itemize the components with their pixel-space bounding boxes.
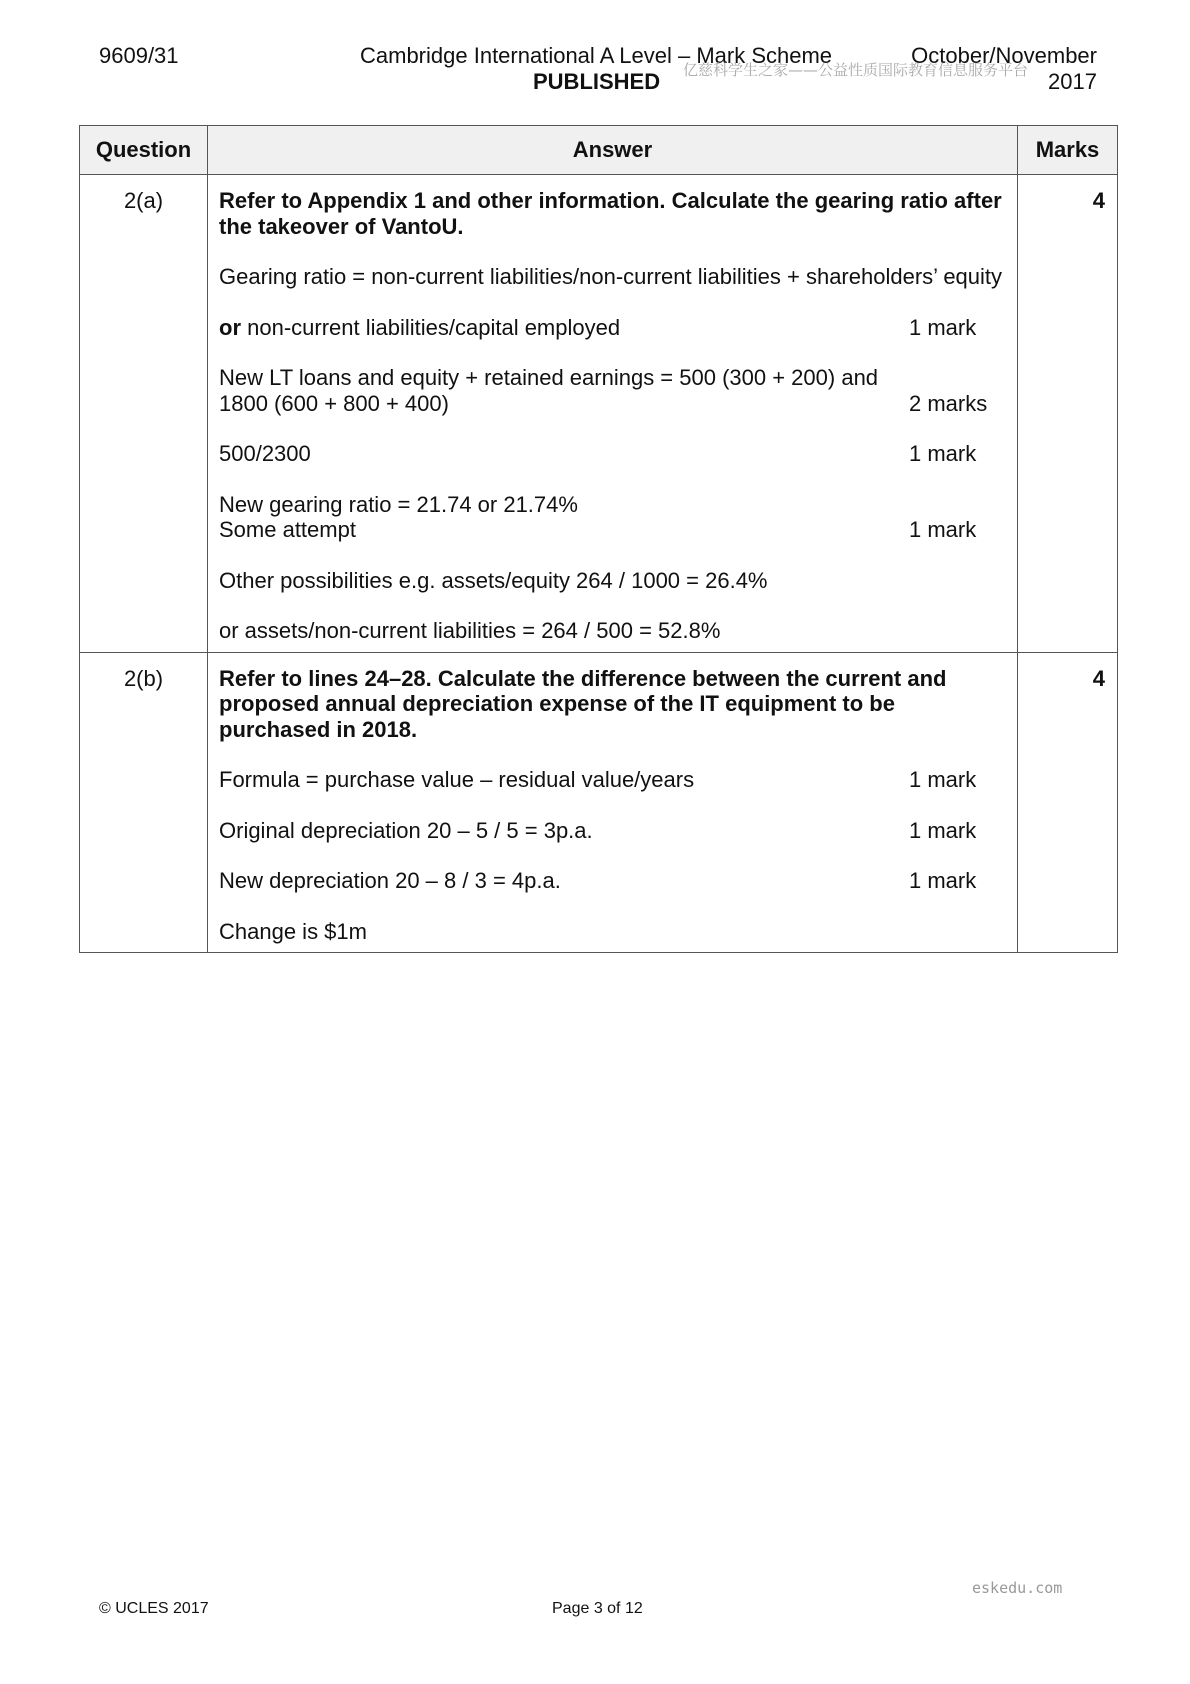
- answer-line: [219, 315, 1005, 341]
- answer-line: [219, 517, 1005, 543]
- answer-block: [219, 365, 1005, 416]
- question-prompt: Refer to Appendix 1 and other information. Calculate the gearing ratio after the takeover of VantoU.: [219, 188, 1002, 239]
- header-answer: Answer: [208, 126, 1018, 175]
- mark-scheme-table: [79, 125, 1118, 953]
- answer-line: [219, 391, 1005, 417]
- mark-allocation: 1 mark: [909, 868, 977, 893]
- table-header-row: [80, 126, 1118, 175]
- question-number: 2(a): [80, 175, 208, 653]
- answer-formula: Gearing ratio = non-current liabilities/non-current liabilities + shareholders’ equity: [219, 264, 1003, 289]
- or-text: non-current liabilities/capital employed: [241, 314, 621, 340]
- answer-text: Original depreciation 20 – 5 / 5 = 3p.a.: [219, 817, 593, 843]
- answer-line: [219, 868, 1005, 894]
- header-question: Question: [80, 126, 208, 175]
- paper-code: 9609/31: [99, 43, 179, 68]
- exam-year: 2017: [1048, 69, 1097, 94]
- mark-allocation: 1 mark: [909, 767, 977, 792]
- question-prompt: Refer to lines 24–28. Calculate the difference between the current and proposed annual depreciation expense of the IT equipment to be purchased in 2018.: [219, 665, 947, 742]
- mark-allocation: 1 mark: [909, 314, 977, 340]
- answer-text: New depreciation 20 – 8 / 3 = 4p.a.: [219, 868, 561, 893]
- question-number: 2(b): [80, 652, 208, 953]
- exam-session: October/November: [911, 43, 1097, 68]
- answer-line: [219, 818, 1005, 844]
- answer-text: [219, 315, 620, 341]
- published-label: PUBLISHED: [533, 69, 661, 94]
- watermark-text: 亿慈科学生之家——公益性质国际教育信息服务平台: [683, 61, 1029, 79]
- answer-text: Other possibilities e.g. assets/equity 264 / 1000 = 26.4%: [219, 567, 768, 593]
- copyright-notice: © UCLES 2017: [99, 1600, 209, 1617]
- site-watermark: eskedu.com: [972, 1579, 1063, 1597]
- answer-text: New gearing ratio = 21.74 or 21.74%: [219, 491, 578, 517]
- header-marks: Marks: [1018, 126, 1118, 175]
- answer-cell: [208, 175, 1018, 653]
- answer-line: [219, 767, 1005, 793]
- answer-block: [219, 492, 1005, 543]
- table-row: [80, 175, 1118, 653]
- total-marks: 4: [1018, 175, 1118, 653]
- answer-line: [219, 441, 1005, 467]
- document-title: Cambridge International A Level – Mark Scheme: [360, 43, 833, 68]
- mark-allocation: 1 mark: [909, 441, 977, 466]
- answer-text: Formula = purchase value – residual value/years: [219, 767, 695, 792]
- answer-text: Some attempt: [219, 517, 356, 542]
- mark-allocation: 1 mark: [909, 517, 977, 542]
- page-number: Page 3 of 12: [552, 1600, 643, 1617]
- answer-text: Change is $1m: [219, 918, 367, 944]
- mark-allocation: 1 mark: [909, 817, 977, 843]
- or-keyword: or: [219, 314, 241, 340]
- answer-cell: [208, 652, 1018, 953]
- answer-text: 1800 (600 + 800 + 400): [219, 390, 449, 416]
- answer-text: or assets/non-current liabilities = 264 / 500 = 52.8%: [219, 618, 721, 643]
- table-row: [80, 652, 1118, 953]
- total-marks: 4: [1018, 652, 1118, 953]
- mark-allocation: 2 marks: [909, 390, 988, 416]
- answer-text: New LT loans and equity + retained earnings = 500 (300 + 200) and: [219, 365, 879, 390]
- answer-text: 500/2300: [219, 441, 311, 466]
